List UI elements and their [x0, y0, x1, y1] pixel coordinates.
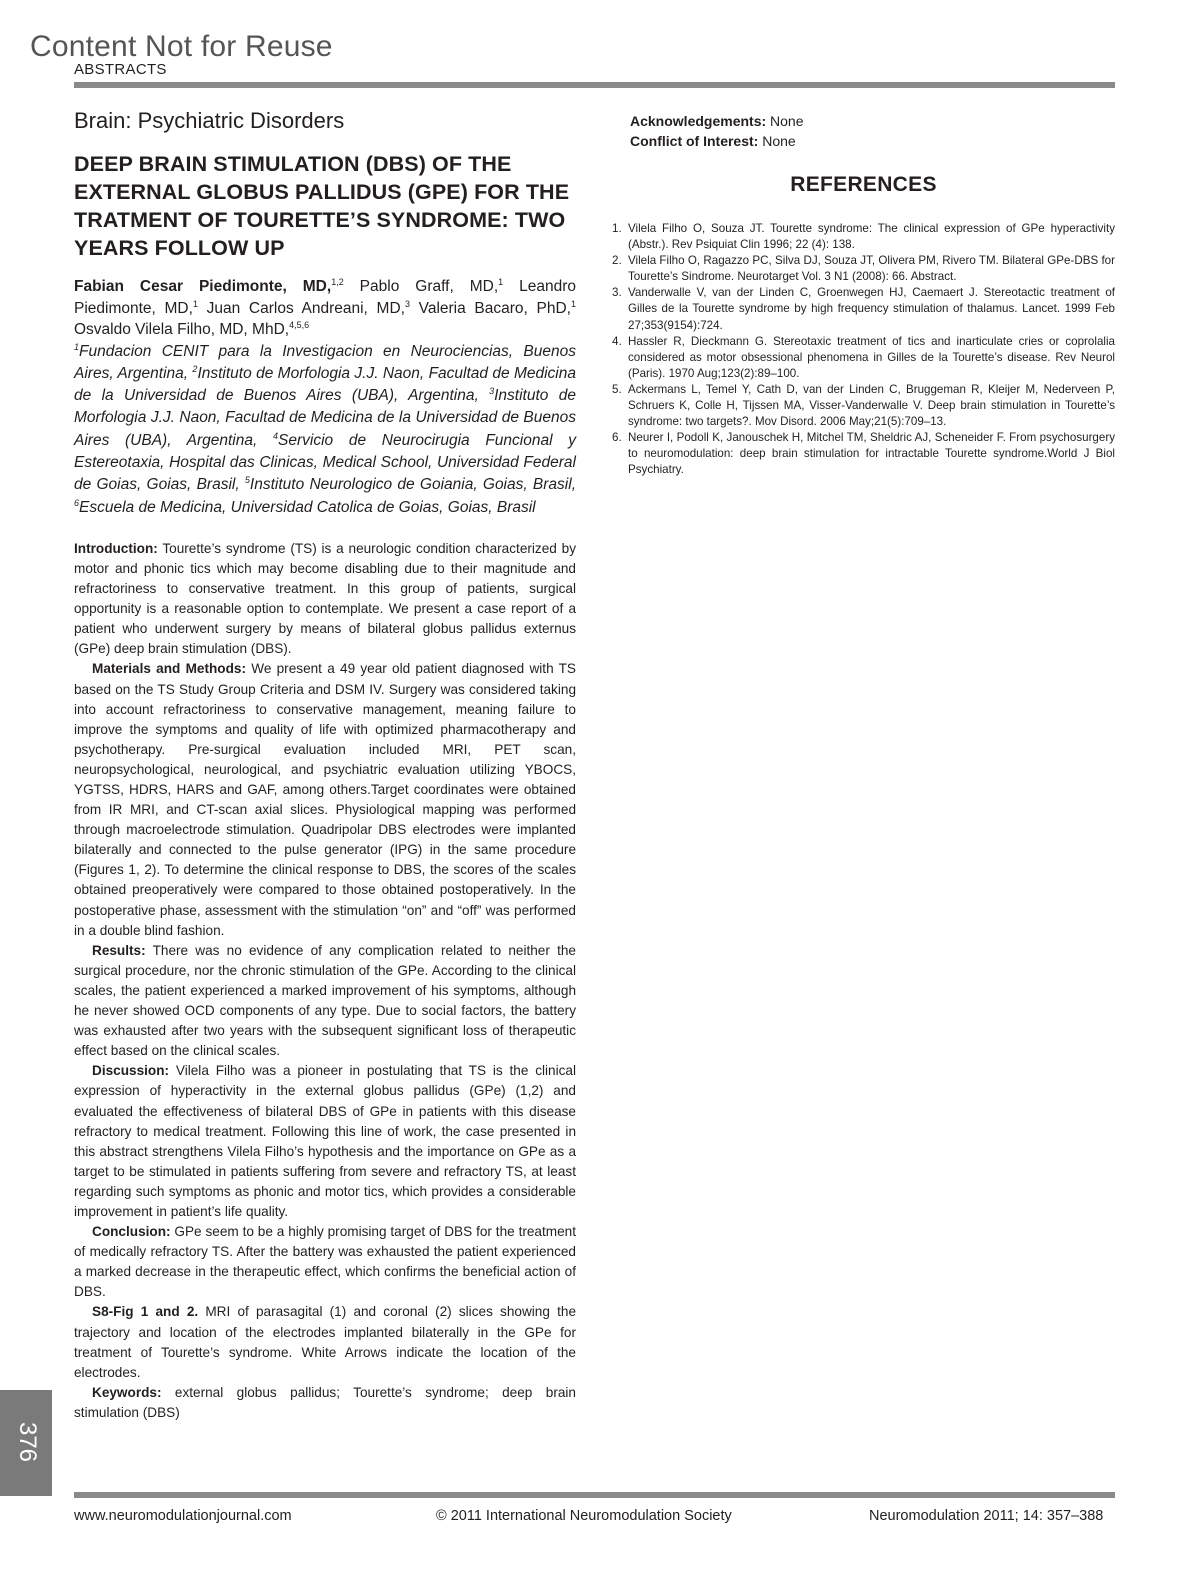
watermark: Content Not for Reuse	[30, 30, 333, 63]
footer-citation: Neuromodulation 2011; 14: 357–388	[869, 1508, 1104, 1524]
paragraph-label: Keywords:	[92, 1384, 162, 1400]
bottom-rule	[74, 1492, 1115, 1498]
reference-number: 4.	[612, 334, 622, 348]
affil-text: Instituto de Morfologia J.J. Naon, Facultad de Medicina de la Universidad de Buenos Aires (UBA), Argentina,	[74, 387, 576, 449]
reference-item	[612, 253, 1115, 285]
running-head: ABSTRACTS	[74, 61, 167, 78]
right-column	[612, 112, 1115, 479]
author-sup: 1	[498, 276, 504, 287]
article-title	[74, 150, 576, 262]
reference-item	[612, 285, 1115, 333]
affiliations	[74, 341, 576, 519]
reference-text: Neurer I, Podoll K, Janouschek H, Mitchel TM, Sheldric AJ, Scheneider F. From psychosurgery to neuromodulation: deep brain stimulation for intractable Tourette syndrome.World J Biol Psychiatry.	[628, 431, 1115, 477]
conflict-value: None	[758, 132, 796, 149]
title-line: TRATMENT OF TOURETTE’S SYNDROME: TWO	[74, 208, 566, 232]
reference-number: 6.	[612, 431, 622, 445]
affil-sup: 4	[272, 430, 278, 441]
acknowledgements	[630, 112, 1115, 132]
author-name: Juan Carlos Andreani, MD,	[197, 299, 405, 317]
author-name: Leandro Piedimonte, MD,	[74, 278, 576, 317]
footer-copyright: © 2011 International Neuromodulation Society	[436, 1508, 732, 1524]
author-name: Fabian Cesar Piedimonte, MD,	[74, 278, 332, 295]
paragraph-text: Vilela Filho was a pioneer in postulating that TS is the clinical expression of hyperactivity in the external globus pallidus (GPe) (1,2) and evaluated the effectiveness of bilateral DBS of GPe in patients with this disease refractory to medical treatment. Following this line of work, the case presented in this abstract strengthens Vilela Filho’s hypothesis and the importance on GPe as a target to be stimulated in patients suffering from severe and refractory TS, at least regarding such symptoms as phonic and motor tics, which provides a considerable improvement in patient’s life quality.	[74, 1063, 576, 1219]
author-sup: 1,2	[331, 276, 344, 287]
reference-item	[612, 334, 1115, 382]
author-list	[74, 276, 576, 341]
paragraph-label: S8-Fig 1 and 2.	[92, 1304, 199, 1320]
keywords-paragraph	[74, 1383, 576, 1423]
paragraph-text: MRI of parasagital (1) and coronal (2) slices showing the trajectory and location of the electrodes implanted bilaterally in the GPe for treatment of Tourette’s syndrome. White Arrows indicate the location of the electrodes.	[74, 1304, 576, 1380]
top-rule	[74, 82, 1115, 88]
paragraph-label: Discussion:	[92, 1063, 170, 1079]
paragraph-text: There was no evidence of any complication related to neither the surgical procedure, nor the chronic stimulation of the GPe. According to the clinical scales, the patient experienced a marked improvement of his symptoms, although he never showed OCD components of any type. Due to social factors, the battery was exhausted after two years with the subsequent significant loss of therapeutic effect based on the clinical scales.	[74, 942, 576, 1059]
paragraph-text: We present a 49 year old patient diagnosed with TS based on the TS Study Group Criteria and DSM IV. Surgery was considered taking into account refractoriness to conservative management, meaning failure to improve the symptoms and quality of life with optimized pharmacotherapy and psychotherapy. Pre-surgical evaluation included MRI, PET scan, neuropsychological, neurological, and psychiatric evaluation utilizing YBOCS, YGTSS, HDRS, HARS and GAF, among others.Target coordinates were obtained from IR MRI, and CT-scan axial slices. Physiological mapping was performed through macroelectrode stimulation. Quadripolar DBS electrodes were implanted bilaterally and connected to the pulse generator (IPG) in the same procedure (Figures 1, 2). To determine the clinical response to DBS, the scores of the scales obtained preoperatively were compared to those obtained postoperatively. In the postoperative phase, assessment with the stimulation “on” and “off” was performed in a double blind fashion.	[74, 661, 576, 938]
reference-number: 5.	[612, 382, 622, 396]
paragraph-text: external globus pallidus; Tourette’s syndrome; deep brain stimulation (DBS)	[74, 1384, 576, 1420]
conflict-of-interest	[630, 132, 1115, 152]
reference-number: 1.	[612, 222, 622, 235]
author-name: Valeria Bacaro, PhD,	[409, 299, 571, 317]
ack-value: None	[766, 113, 804, 129]
paragraph-label: Conclusion:	[92, 1224, 171, 1240]
affil-sup: 1	[74, 341, 80, 352]
reference-text: Vilela Filho O, Souza JT. Tourette syndrome: The clinical expression of GPe hyperactivity (Abstr.). Rev Psiquiat Clin 1996; 22 (4): 138.	[628, 222, 1115, 252]
reference-item	[612, 382, 1115, 430]
paragraph-label: Results:	[92, 942, 146, 958]
author-name: Osvaldo Vilela Filho, MD, MhD,	[74, 321, 290, 338]
introduction-paragraph	[74, 539, 576, 660]
paragraph-label: Materials and Methods:	[92, 661, 246, 677]
reference-text: Ackermans L, Temel Y, Cath D, van der Linden C, Bruggeman R, Kleijer M, Nederveen P, Schruers K, Colle H, Tijssen MA, Visser-Vanderwalle V. Deep brain stimulation in Tourette’s syndrome: two targets?. Mov Disord. 2006 May;21(5):709–13.	[628, 382, 1115, 429]
ack-label: Acknowledgements:	[630, 113, 767, 129]
page-number: 376	[14, 1421, 41, 1463]
affil-text: Instituto Neurologico de Goiania, Goias, Brasil,	[249, 476, 576, 494]
conflict-label: Conflict of Interest:	[630, 132, 759, 149]
author-sup: 1	[570, 298, 576, 309]
footer-url: www.neuromodulationjournal.com	[74, 1508, 292, 1524]
author-sup: 4,5,6	[289, 319, 310, 330]
left-column	[74, 108, 576, 1423]
paragraph-text: GPe seem to be a highly promising target of DBS for the treatment of medically refractory TS. After the battery was exhausted the patient experienced a marked decrease in the therapeutic effect, which confirms the beneficial action of DBS.	[74, 1224, 576, 1300]
author-sup: 1	[192, 298, 198, 309]
results-paragraph	[74, 941, 576, 1062]
reference-number: 2.	[612, 254, 622, 268]
discussion-paragraph	[74, 1061, 576, 1222]
author-sup: 3	[404, 298, 410, 309]
paragraph-label: Introduction:	[74, 540, 158, 556]
paragraph-text: Tourette’s syndrome (TS) is a neurologic condition characterized by motor and phonic tics which may become disabling due to their magnitude and refractoriness to conservative treatment. In this group of patients, surgical opportunity is a reasonable option to contemplate. We present a case report of a patient who underwent surgery by means of bilateral globus pallidus externus (GPe) deep brain stimulation (DBS).	[74, 540, 576, 657]
references-heading: REFERENCES	[790, 173, 937, 196]
title-line: YEARS FOLLOW UP	[74, 236, 285, 260]
affil-sup: 5	[244, 475, 250, 486]
conclusion-paragraph	[74, 1222, 576, 1302]
affil-sup: 3	[489, 385, 495, 396]
affil-text: Escuela de Medicina, Universidad Catolica de Goias, Goias, Brasil	[79, 498, 536, 516]
reference-text: Hassler R, Dieckmann G. Stereotaxic treatment of tics and inarticulate cries or coprolalia considered as motor obsessional phenomena in Gilles de la Tourette’s disease. Rev Neurol (Paris). 1970 Aug;123(2):89–100.	[628, 334, 1115, 380]
affil-text: Instituto de Morfologia J.J. Naon, Facultad de Medicina de la Universidad de Buenos Aires (UBA), Argentina,	[74, 364, 576, 405]
affil-text: Fundacion CENIT para la Investigacion en Neurociencias, Buenos Aires, Argentina,	[74, 342, 576, 382]
author-name: Pablo Graff, MD,	[343, 278, 499, 295]
affil-text: Servicio de Neurocirugia Funcional y Estereotaxia, Hospital das Clinicas, Medical School, Universidad Federal de Goias, Goias, Brasil,	[74, 431, 576, 494]
reference-text: Vanderwalle V, van der Linden C, Groenwegen HJ, Caemaert J. Stereotactic treatment of Gilles de la Tourette syndrome by high frequency stimulation of thalamus. Lancet. 1999 Feb 27;353(9154):724.	[628, 286, 1115, 332]
reference-item	[612, 430, 1115, 478]
reference-item	[612, 221, 1115, 253]
title-line: EXTERNAL GLOBUS PALLIDUS (GPE) FOR THE	[74, 180, 570, 204]
references-list	[612, 221, 1115, 479]
section-title: Brain: Psychiatric Disorders	[74, 108, 345, 133]
figure-caption	[74, 1302, 576, 1382]
methods-paragraph	[74, 659, 576, 940]
affil-sup: 6	[74, 497, 80, 508]
reference-number: 3.	[612, 286, 622, 300]
affil-sup: 2	[192, 363, 198, 374]
title-line: DEEP BRAIN STIMULATION (DBS) OF THE	[74, 152, 512, 176]
reference-text: Vilela Filho O, Ragazzo PC, Silva DJ, Souza JT, Olivera PM, Rivero TM. Bilateral GPe-DBS for Tourette’s Sindrome. Neurotarget Vol. 3 N1 (2008): 66. Abstract.	[628, 254, 1115, 284]
